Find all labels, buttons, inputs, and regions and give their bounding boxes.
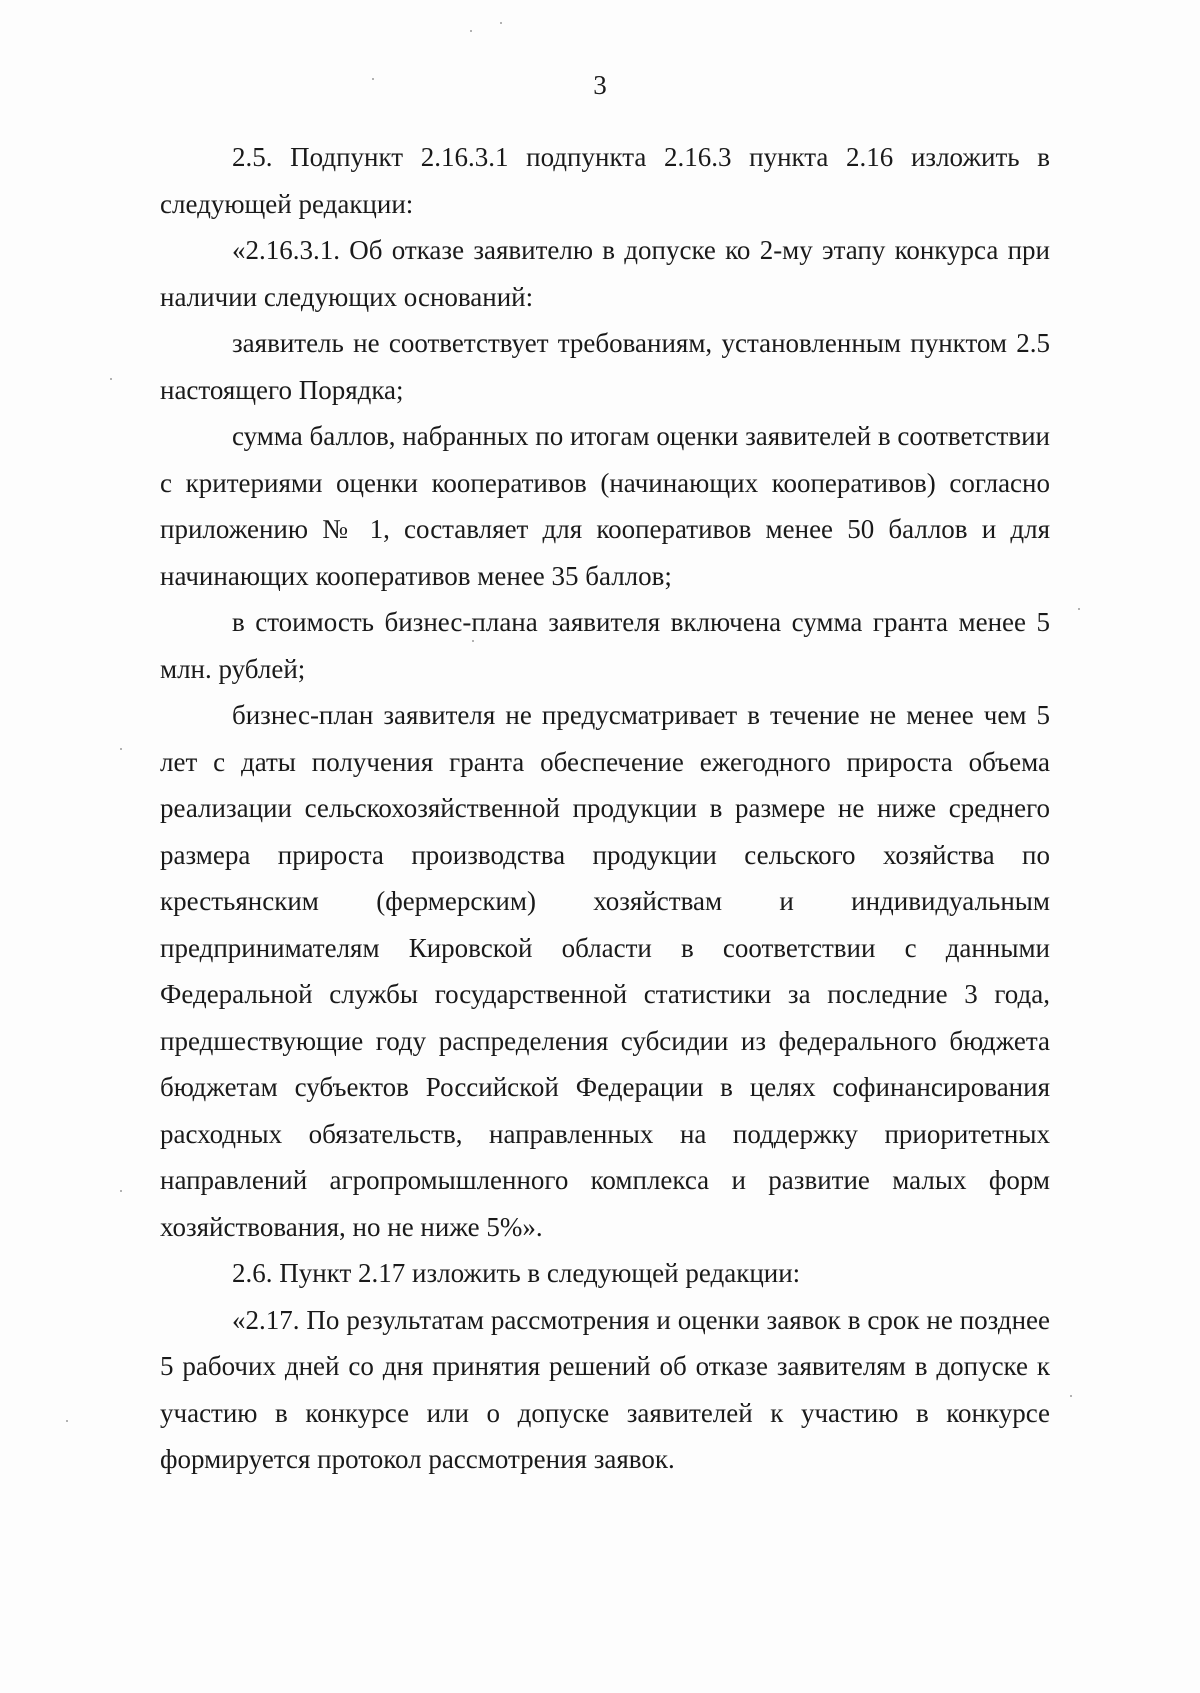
scan-speck xyxy=(500,22,502,24)
scan-speck xyxy=(470,30,472,32)
document-body xyxy=(160,134,1050,1483)
paragraph-2-5: 2.5. Подпункт 2.16.3.1 подпункта 2.16.3 пункта 2.16 изложить в следующей редакции: xyxy=(160,142,1050,219)
paragraph-requirements: заявитель не соответствует требованиям, установленным пунктом 2.5 настоящего Порядка; xyxy=(160,328,1050,405)
scan-speck xyxy=(120,1190,122,1192)
scan-speck xyxy=(110,378,112,380)
paragraph-grant-amount: в стоимость бизнес-плана заявителя включена сумма гранта менее 5 млн. рублей; xyxy=(160,607,1050,684)
scan-speck xyxy=(372,78,374,80)
page-number: 3 xyxy=(593,70,607,100)
paragraph-score-sum: сумма баллов, набранных по итогам оценки заявителей в соответствии с критериями оценки кооперативов (начинающих кооперативов) согласно приложению № 1, составляет для кооперативов менее 50 баллов и для начинающих кооперативов менее 35 баллов; xyxy=(160,421,1050,591)
scan-speck xyxy=(120,748,122,750)
scan-speck xyxy=(1078,608,1080,610)
scan-speck xyxy=(66,1420,68,1422)
paragraph-2-16-3-1: «2.16.3.1. Об отказе заявителю в допуске ко 2-му этапу конкурса при наличии следующих оснований: xyxy=(160,235,1050,312)
scan-speck xyxy=(1070,1395,1072,1397)
paragraph-business-plan: бизнес-план заявителя не предусматривает в течение не менее чем 5 лет с даты получения гранта обеспечение ежегодного прироста объема реализации сельскохозяйственной продукции в размере не ниже среднего размера прироста производства продукции сельского хозяйства по крестьянским (фермерским) хозяйствам и индивидуальным предпринимателям Кировской области в соответствии с данными Федеральной службы государственной статистики за последние 3 года, предшествующие году распределения субсидии из федерального бюджета бюджетам субъектов Российской Федерации в целях софинансирования расходных обязательств, направленных на поддержку приоритетных направлений агропромышленного комплекса и развитие малых форм хозяйствования, но не ниже 5%». xyxy=(160,700,1050,1242)
paragraph-2-17: «2.17. По результатам рассмотрения и оценки заявок в срок не позднее 5 рабочих дней со дня принятия решений об отказе заявителям в допуске к участию в конкурсе или о допуске заявителей к участию в конкурсе формируется протокол рассмотрения заявок. xyxy=(160,1304,1050,1474)
scan-speck xyxy=(472,640,474,642)
paragraph-2-6: 2.6. Пункт 2.17 изложить в следующей редакции: xyxy=(232,1258,801,1288)
